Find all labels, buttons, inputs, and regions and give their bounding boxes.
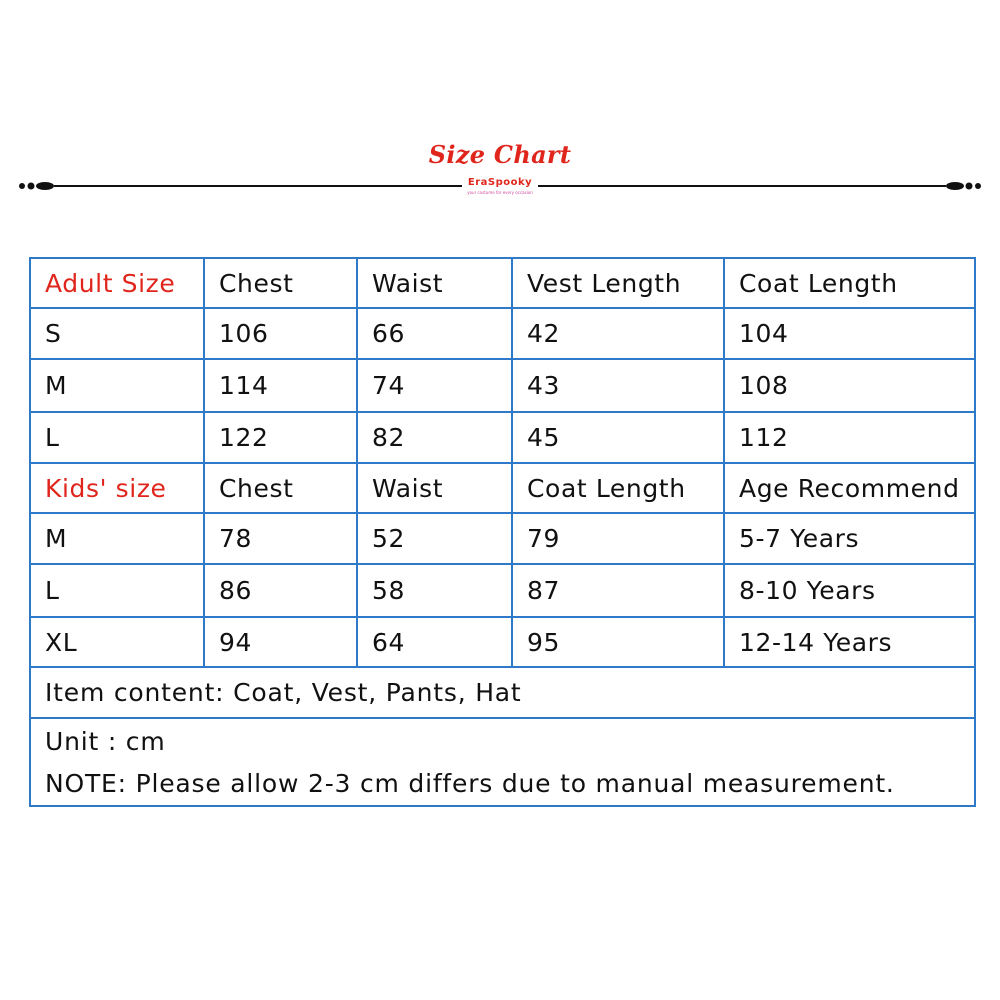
table-row	[30, 359, 975, 412]
page-title: Size Chart	[428, 140, 572, 169]
value-cell: 8-10 Years	[724, 564, 975, 617]
note-cell	[30, 718, 975, 806]
table-row	[30, 617, 975, 667]
logo-tagline: your costume for every occasion	[467, 190, 533, 195]
value-cell: 104	[724, 308, 975, 359]
value-cell: 106	[204, 308, 357, 359]
value-cell: 42	[512, 308, 724, 359]
kids-size-label: Kids' size	[30, 463, 204, 513]
column-header: Age Recommend	[724, 463, 975, 513]
column-header: Coat Length	[724, 258, 975, 308]
value-cell: 74	[357, 359, 512, 412]
brand-logo	[462, 176, 538, 206]
value-cell: 12-14 Years	[724, 617, 975, 667]
column-header: Chest	[204, 258, 357, 308]
note-text: NOTE: Please allow 2-3 cm differs due to manual measurement.	[45, 768, 895, 798]
value-cell: 58	[357, 564, 512, 617]
value-cell: 5-7 Years	[724, 513, 975, 564]
value-cell: 94	[204, 617, 357, 667]
value-cell: 52	[357, 513, 512, 564]
value-cell: 87	[512, 564, 724, 617]
size-chart-table	[29, 257, 976, 807]
value-cell: 79	[512, 513, 724, 564]
size-cell: S	[30, 308, 204, 359]
adult-size-label: Adult Size	[30, 258, 204, 308]
value-cell: 43	[512, 359, 724, 412]
adult-header-row	[30, 258, 975, 308]
column-header: Coat Length	[512, 463, 724, 513]
item-content-row	[30, 667, 975, 718]
unit-text: Unit : cm	[45, 726, 166, 756]
table-row	[30, 412, 975, 463]
column-header: Vest Length	[512, 258, 724, 308]
value-cell: 86	[204, 564, 357, 617]
column-header: Chest	[204, 463, 357, 513]
table-row	[30, 308, 975, 359]
value-cell: 108	[724, 359, 975, 412]
value-cell: 45	[512, 412, 724, 463]
size-cell: M	[30, 359, 204, 412]
size-cell: L	[30, 564, 204, 617]
value-cell: 122	[204, 412, 357, 463]
table-row	[30, 513, 975, 564]
column-header: Waist	[357, 258, 512, 308]
value-cell: 64	[357, 617, 512, 667]
value-cell: 78	[204, 513, 357, 564]
column-header: Waist	[357, 463, 512, 513]
item-content-text: Item content: Coat, Vest, Pants, Hat	[30, 667, 975, 718]
value-cell: 112	[724, 412, 975, 463]
value-cell: 114	[204, 359, 357, 412]
kids-header-row	[30, 463, 975, 513]
value-cell: 82	[357, 412, 512, 463]
note-row	[30, 718, 975, 806]
value-cell: 95	[512, 617, 724, 667]
value-cell: 66	[357, 308, 512, 359]
size-cell: M	[30, 513, 204, 564]
logo-text: EraSpooky	[467, 177, 533, 188]
table-row	[30, 564, 975, 617]
size-cell: L	[30, 412, 204, 463]
size-cell: XL	[30, 617, 204, 667]
